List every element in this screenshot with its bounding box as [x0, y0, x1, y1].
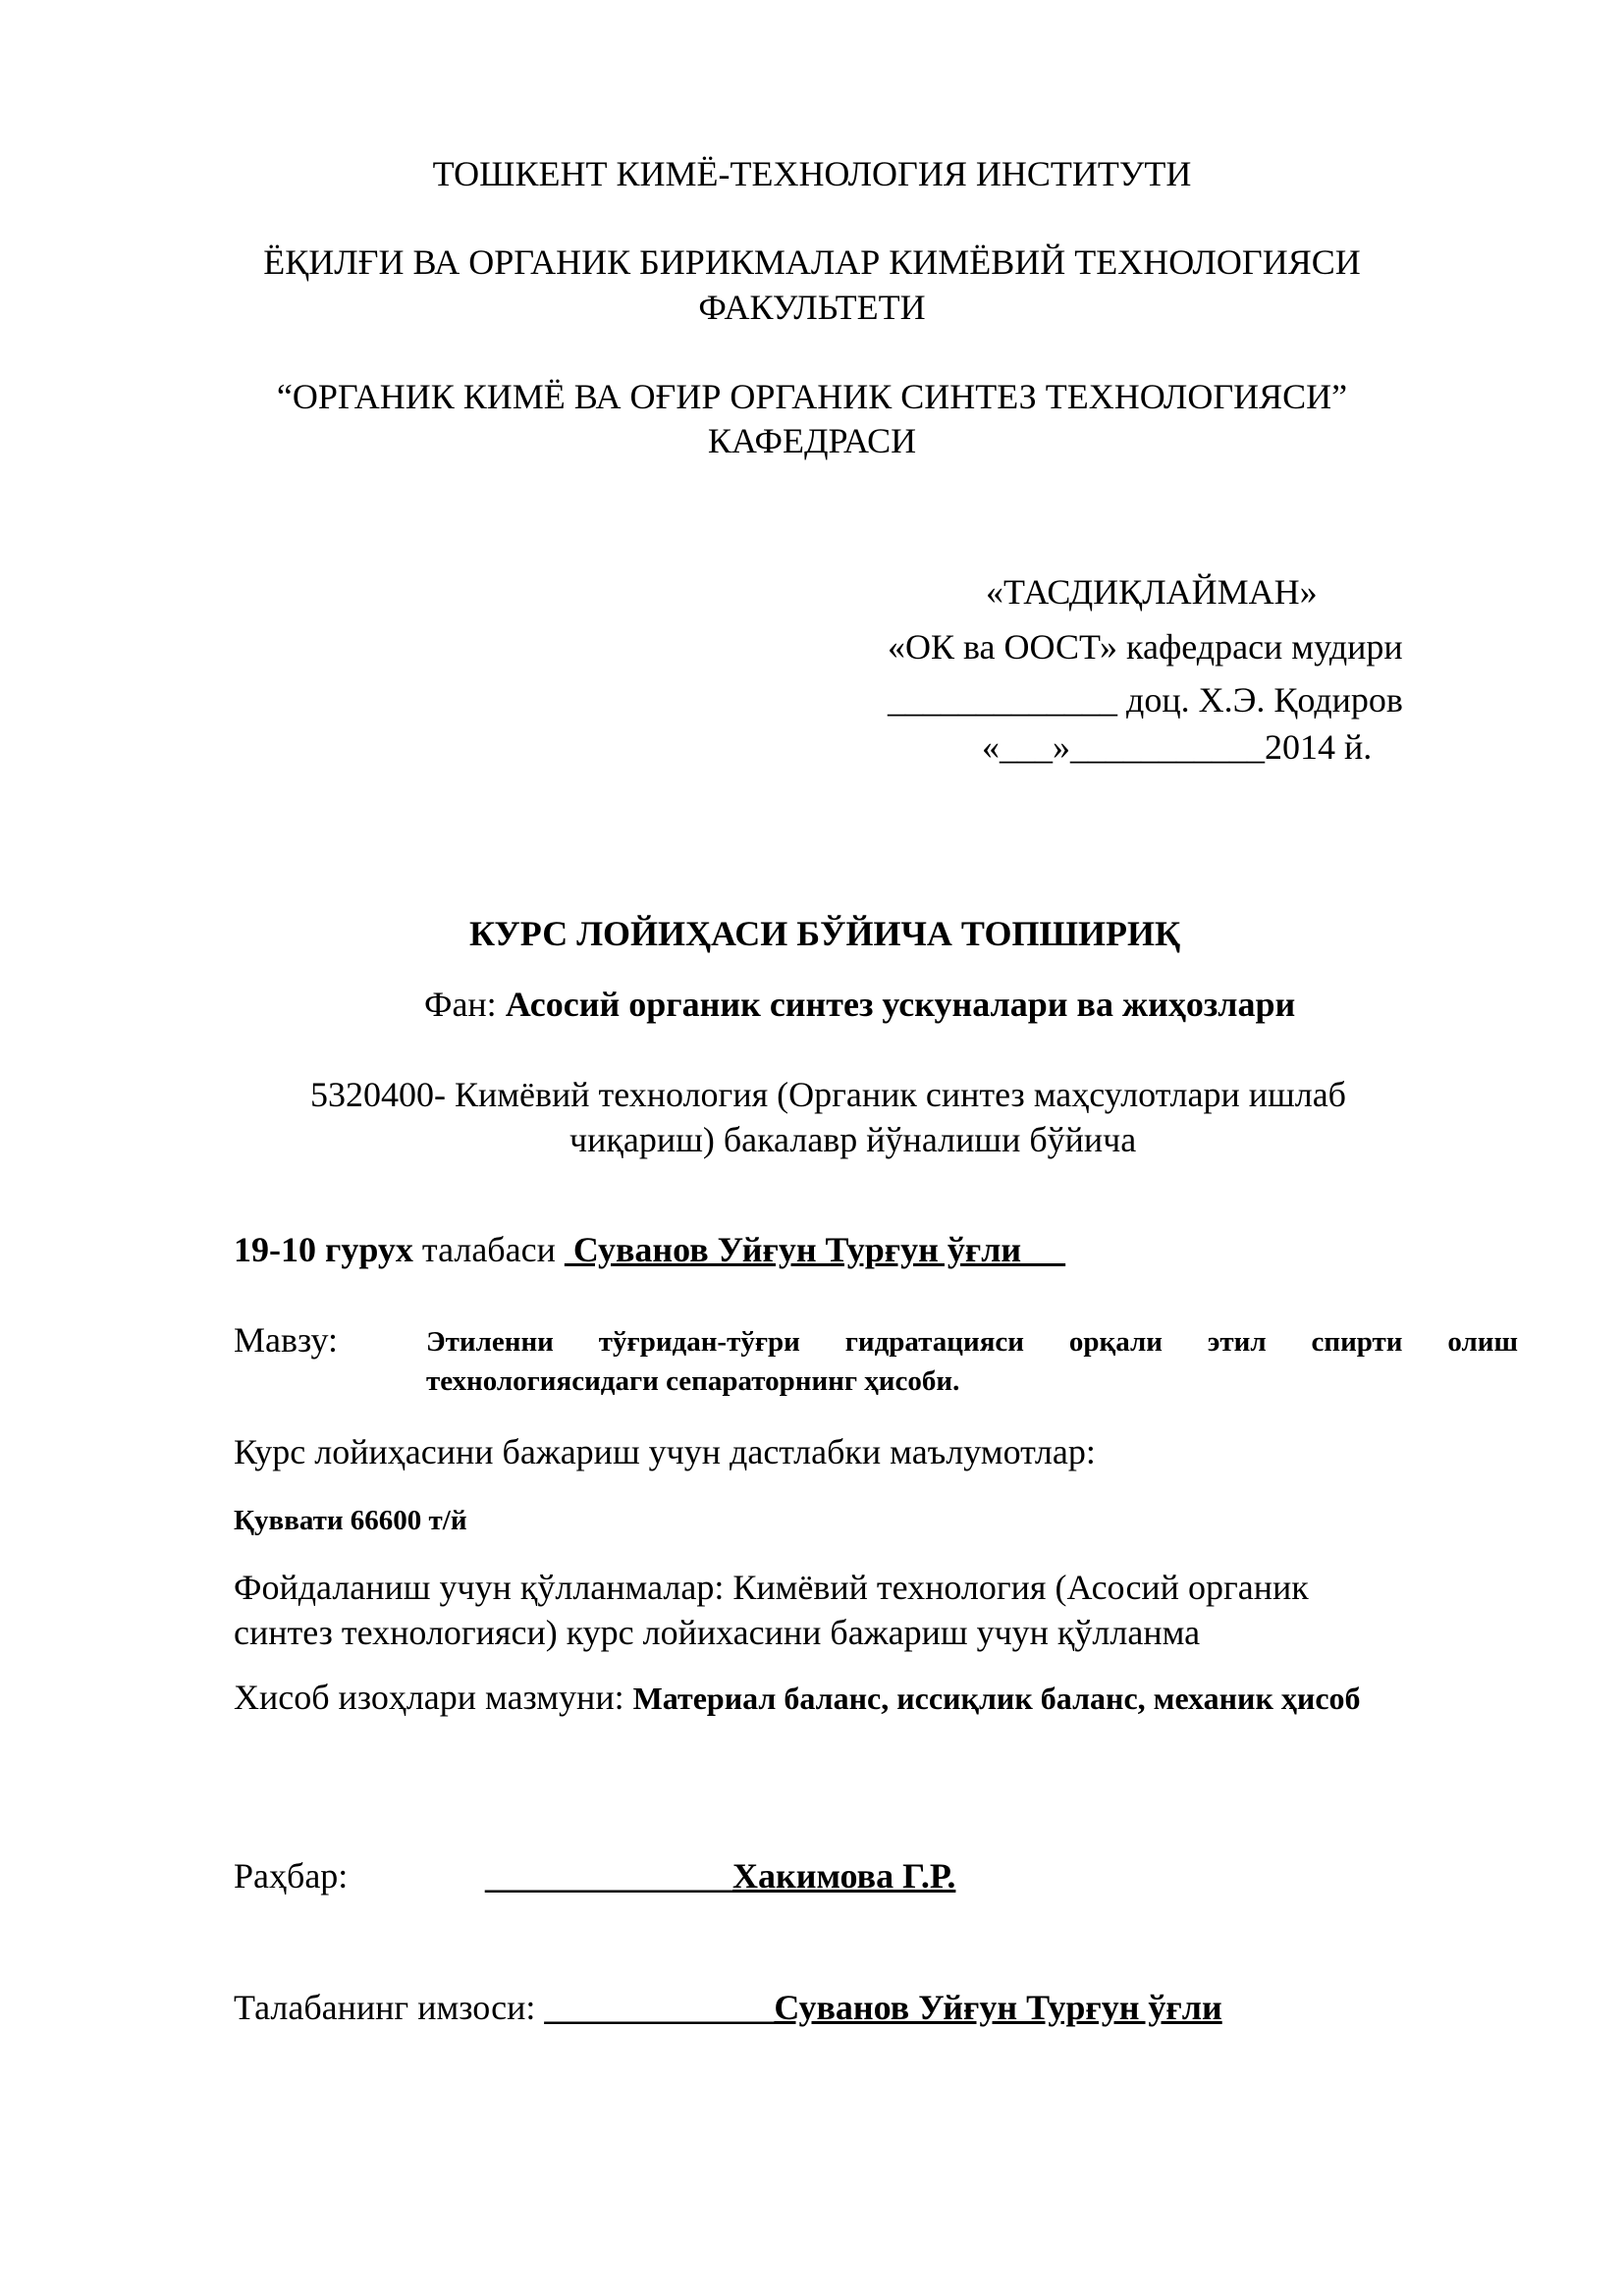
date-open-quote: « [982, 727, 1000, 767]
supervisor-name: Хакимова Г.Р. [732, 1856, 956, 1896]
student-signature-line [234, 1987, 1222, 2029]
approval-signatory: доц. Х.Э. Қодиров [1117, 680, 1403, 720]
topic-line1: Этиленни тўғридан-тўғри гидратацияси орқали этил спирти олиш [426, 1326, 1518, 1358]
faculty-name-line1: ЁҚИЛҒИ ВА ОРГАНИК БИРИКМАЛАР КИМЁВИЙ ТЕХНОЛОГИЯСИ [263, 242, 1361, 282]
supervisor-signature [485, 1855, 955, 1897]
date-month-blank: ___________ [1070, 727, 1265, 767]
student-signature-name: Суванов Уйғун Турғун ўғли [774, 1988, 1222, 2027]
student-line [234, 1229, 1065, 1271]
student-name: Суванов Уйғун Турғун ўғли [564, 1230, 1066, 1269]
student-signature-blank: _____________ [544, 1988, 775, 2027]
institute-name: ТОШКЕНТ КИМЁ-ТЕХНОЛОГИЯ ИНСТИТУТИ [432, 154, 1192, 193]
faculty-name-line2: ФАКУЛЬТЕТИ [698, 288, 926, 327]
subject-value: Асосий органик синтез ускуналари ва жиҳозлари [505, 985, 1296, 1024]
department-name-line1: “ОРГАНИК КИМЁ ВА ОҒИР ОРГАНИК СИНТЕЗ ТЕХНОЛОГИЯСИ” [276, 377, 1348, 416]
approval-position: «ОК ва ООСТ» кафедраси мудири [888, 627, 1403, 667]
date-day-blank: ___ [1000, 727, 1053, 767]
topic-line2: технологиясидаги сепараторнинг ҳисоби. [426, 1365, 960, 1397]
direction-line2: чиқариш) бакалавр йўналиши бўйича [569, 1120, 1137, 1159]
initial-data-label: Курс лойиҳасини бажариш учун дастлабки маълумотлар: [234, 1432, 1096, 1471]
calc-contents-value: Материал баланс, иссиқлик баланс, механик ҳисоб [632, 1681, 1361, 1716]
manuals-line2: синтез технологияси) курс лойихасини бажариш учун қўлланма [234, 1613, 1201, 1652]
student-signature-label: Талабанинг имзоси: [234, 1988, 545, 2027]
direction-line1: 5320400- Кимёвий технология (Органик синтез маҳсулотлари ишлаб [310, 1075, 1346, 1114]
department-name-line2: КАФЕДРАСИ [707, 421, 917, 460]
supervisor-blank: ______________ [485, 1856, 732, 1896]
topic-label: Мавзу: [234, 1320, 338, 1360]
assignment-subject [424, 984, 1295, 1026]
date-year: 2014 й. [1265, 727, 1373, 767]
assignment-title: КУРС ЛОЙИҲАСИ БЎЙИЧА ТОПШИРИҚ [469, 914, 1181, 953]
group-number: 19-10 гурух [234, 1230, 413, 1269]
supervisor-label: Раҳбар: [234, 1856, 349, 1896]
calc-contents [234, 1677, 1361, 1719]
calc-contents-label: Хисоб изоҳлари мазмуни: [234, 1678, 633, 1717]
student-label: талабаси [412, 1230, 565, 1269]
approval-date [982, 726, 1372, 769]
signature-blank: _____________ [888, 680, 1117, 720]
manuals-line1: Фойдаланиш учун қўлланмалар: Кимёвий технология (Асосий органик [234, 1568, 1309, 1607]
approval-title: «ТАСДИҚЛАЙМАН» [986, 572, 1318, 612]
date-close-quote: » [1053, 727, 1070, 767]
subject-label: Фан: [424, 985, 506, 1024]
capacity-value: Қуввати 66600 т/й [234, 1505, 467, 1536]
approval-signature-line [888, 679, 1403, 721]
